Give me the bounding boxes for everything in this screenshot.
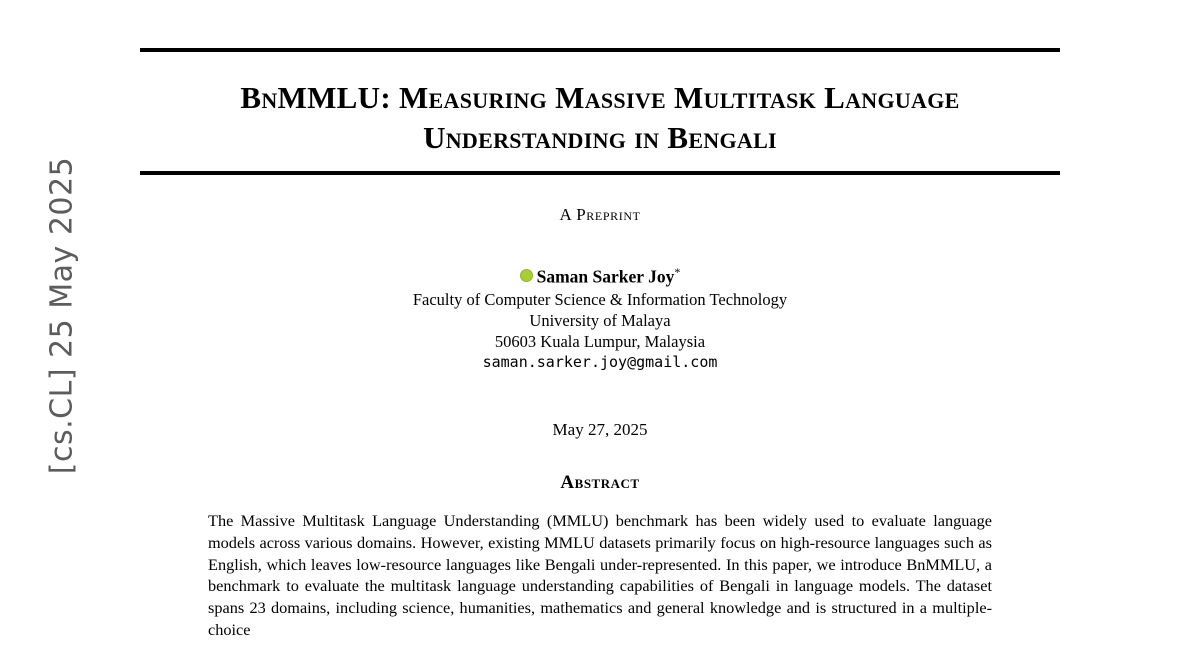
affiliation-line-3: 50603 Kuala Lumpur, Malaysia xyxy=(494,331,706,351)
preprint-label: A Preprint xyxy=(559,205,641,225)
author-email[interactable]: saman.sarker.joy@gmail.com xyxy=(482,353,718,372)
author-name: Saman Sarker Joy xyxy=(536,267,675,287)
author-footnote-marker: * xyxy=(674,265,681,280)
affiliation-line-1: Faculty of Computer Science & Information Technology xyxy=(412,289,788,309)
paper-page xyxy=(140,0,1060,648)
abstract-heading: Abstract xyxy=(560,472,640,494)
abstract-text: The Massive Multitask Language Understanding (MMLU) benchmark has been widely used to evaluate language models across various domains. However, existing MMLU datasets primarily focus on high-resource languages such as English, which leaves low-resource languages like Bengali under-represented. In this paper, we introduce BnMMLU, a benchmark to evaluate the multitask language understanding capabilities of Bengali in language models. The dataset spans 23 domains, including science, humanities, mathematics and general knowledge and is structured in a multiple-choice xyxy=(208,511,992,639)
author-block xyxy=(140,265,1060,372)
title-rule-bottom xyxy=(140,171,1060,175)
title-rule-top xyxy=(140,48,1060,52)
affiliation-line-2: University of Malaya xyxy=(529,310,671,330)
page-title: BnMMLU: Measuring Massive Multitask Language Understanding in Bengali xyxy=(240,80,960,155)
paper-date: May 27, 2025 xyxy=(552,420,648,440)
author-name-line xyxy=(140,265,1060,288)
orcid-icon[interactable] xyxy=(520,269,533,282)
arxiv-identifier-stamp: [cs.CL] 25 May 2025 xyxy=(44,156,80,475)
